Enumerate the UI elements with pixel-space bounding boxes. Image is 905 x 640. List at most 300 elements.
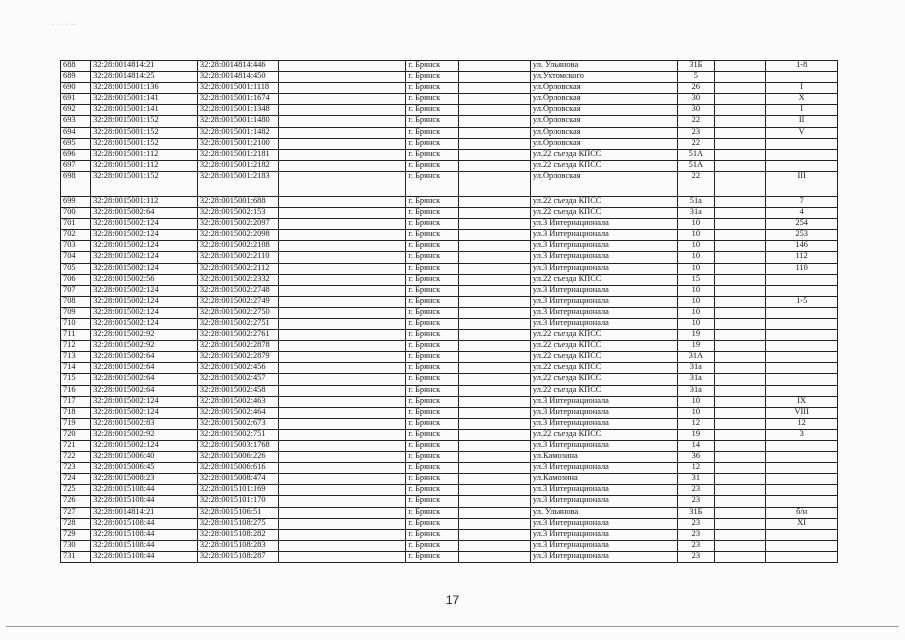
parcel-cadastral-number: 32:28:0015002:64 [91, 352, 198, 363]
table-row [61, 385, 838, 396]
object-cadastral-number: 32:28:0015101:169 [197, 485, 278, 496]
city-cell: г. Брянск [406, 83, 459, 94]
bottom-divider [6, 626, 899, 627]
empty-cell [459, 363, 531, 374]
empty-cell [278, 127, 406, 138]
table-row [61, 105, 838, 116]
premises-cell [766, 374, 838, 385]
empty-cell [278, 252, 406, 263]
empty-cell [714, 474, 766, 485]
city-cell: г. Брянск [406, 385, 459, 396]
object-cadastral-number: 32:28:0015002:464 [197, 407, 278, 418]
parcel-cadastral-number: 32:28:0015001:152 [91, 127, 198, 138]
street-cell: ул. Ульянова [530, 61, 677, 72]
house-cell: 36 [678, 452, 714, 463]
object-cadastral-number: 32:28:0015108:287 [197, 551, 278, 562]
row-number: 693 [61, 116, 91, 127]
parcel-cadastral-number: 32:28:0015002:124 [91, 318, 198, 329]
empty-cell [714, 196, 766, 207]
city-cell: г. Брянск [406, 452, 459, 463]
empty-cell [714, 363, 766, 374]
premises-cell [766, 529, 838, 540]
premises-cell: 254 [766, 219, 838, 230]
table-row [61, 83, 838, 94]
empty-cell [459, 94, 531, 105]
empty-cell [278, 540, 406, 551]
premises-cell [766, 463, 838, 474]
row-number: 698 [61, 171, 91, 196]
object-cadastral-number: 32:28:0015006:226 [197, 452, 278, 463]
street-cell: ул.3 Интернационала [530, 396, 677, 407]
city-cell: г. Брянск [406, 463, 459, 474]
street-cell: ул.22 съезда КПСС [530, 363, 677, 374]
row-number: 688 [61, 61, 91, 72]
empty-cell [714, 540, 766, 551]
row-number: 726 [61, 496, 91, 507]
table-row [61, 507, 838, 518]
row-number: 714 [61, 363, 91, 374]
table-row [61, 363, 838, 374]
house-cell: 31а [678, 385, 714, 396]
street-cell: ул.3 Интернационала [530, 518, 677, 529]
street-cell: ул.3 Интернационала [530, 296, 677, 307]
empty-cell [278, 230, 406, 241]
object-cadastral-number: 32:28:0015002:2108 [197, 241, 278, 252]
empty-cell [459, 385, 531, 396]
premises-cell [766, 452, 838, 463]
table-row [61, 441, 838, 452]
street-cell: ул. Ульянова [530, 507, 677, 518]
premises-cell [766, 330, 838, 341]
row-number: 694 [61, 127, 91, 138]
city-cell: г. Брянск [406, 94, 459, 105]
table-row [61, 341, 838, 352]
city-cell: г. Брянск [406, 196, 459, 207]
row-number: 724 [61, 474, 91, 485]
object-cadastral-number: 32:28:0015002:2878 [197, 341, 278, 352]
empty-cell [714, 296, 766, 307]
house-cell: 23 [678, 485, 714, 496]
premises-cell [766, 341, 838, 352]
parcel-cadastral-number: 32:28:0015002:124 [91, 407, 198, 418]
empty-cell [459, 551, 531, 562]
premises-cell: 12 [766, 418, 838, 429]
empty-cell [714, 518, 766, 529]
house-cell: 19 [678, 330, 714, 341]
empty-cell [278, 418, 406, 429]
object-cadastral-number: 32:28:0015108:283 [197, 540, 278, 551]
table-row [61, 116, 838, 127]
object-cadastral-number: 32:28:0015002:457 [197, 374, 278, 385]
empty-cell [714, 496, 766, 507]
empty-cell [278, 518, 406, 529]
object-cadastral-number: 32:28:0015001:2181 [197, 149, 278, 160]
street-cell: ул.3 Интернационала [530, 318, 677, 329]
object-cadastral-number: 32:28:0015002:463 [197, 396, 278, 407]
parcel-cadastral-number: 32:28:0015002:124 [91, 396, 198, 407]
house-cell: 10 [678, 318, 714, 329]
table-row [61, 307, 838, 318]
parcel-cadastral-number: 32:28:0015002:124 [91, 307, 198, 318]
row-number: 729 [61, 529, 91, 540]
city-cell: г. Брянск [406, 263, 459, 274]
premises-cell: XI [766, 518, 838, 529]
city-cell: г. Брянск [406, 208, 459, 219]
empty-cell [714, 551, 766, 562]
empty-cell [459, 196, 531, 207]
table-row [61, 296, 838, 307]
empty-cell [278, 241, 406, 252]
empty-cell [459, 429, 531, 440]
empty-cell [714, 263, 766, 274]
city-cell: г. Брянск [406, 518, 459, 529]
registry-table [60, 60, 838, 563]
row-number: 718 [61, 407, 91, 418]
scan-speck: · · ·· -· [52, 22, 78, 28]
parcel-cadastral-number: 32:28:0014814:21 [91, 61, 198, 72]
row-number: 690 [61, 83, 91, 94]
city-cell: г. Брянск [406, 374, 459, 385]
row-number: 731 [61, 551, 91, 562]
city-cell: г. Брянск [406, 116, 459, 127]
parcel-cadastral-number: 32:28:0015002:64 [91, 374, 198, 385]
premises-cell: I [766, 83, 838, 94]
parcel-cadastral-number: 32:28:0015002:83 [91, 418, 198, 429]
object-cadastral-number: 32:28:0015001:688 [197, 196, 278, 207]
table-row [61, 219, 838, 230]
object-cadastral-number: 32:28:0015002:2761 [197, 330, 278, 341]
street-cell: ул.22 съезда КПСС [530, 330, 677, 341]
street-cell: ул.22 съезда КПСС [530, 196, 677, 207]
city-cell: г. Брянск [406, 285, 459, 296]
premises-cell: 1-8 [766, 61, 838, 72]
empty-cell [714, 385, 766, 396]
object-cadastral-number: 32:28:0015002:2748 [197, 285, 278, 296]
empty-cell [459, 374, 531, 385]
house-cell: 26 [678, 83, 714, 94]
row-number: 702 [61, 230, 91, 241]
street-cell: ул.22 съезда КПСС [530, 149, 677, 160]
premises-cell: 4 [766, 208, 838, 219]
table-row [61, 396, 838, 407]
empty-cell [714, 485, 766, 496]
empty-cell [714, 149, 766, 160]
city-cell: г. Брянск [406, 363, 459, 374]
house-cell: 10 [678, 407, 714, 418]
empty-cell [459, 149, 531, 160]
parcel-cadastral-number: 32:28:0015001:141 [91, 105, 198, 116]
house-cell: 19 [678, 429, 714, 440]
empty-cell [714, 529, 766, 540]
empty-cell [459, 330, 531, 341]
row-number: 692 [61, 105, 91, 116]
row-number: 706 [61, 274, 91, 285]
street-cell: ул.22 съезда КПСС [530, 374, 677, 385]
object-cadastral-number: 32:28:0015002:2879 [197, 352, 278, 363]
empty-cell [459, 540, 531, 551]
street-cell: ул.Камозина [530, 452, 677, 463]
parcel-cadastral-number: 32:28:0015108:44 [91, 551, 198, 562]
parcel-cadastral-number: 32:28:0015002:124 [91, 441, 198, 452]
street-cell: ул.Ухтомского [530, 72, 677, 83]
empty-cell [459, 418, 531, 429]
city-cell: г. Брянск [406, 61, 459, 72]
premises-cell: 110 [766, 263, 838, 274]
empty-cell [714, 318, 766, 329]
parcel-cadastral-number: 32:28:0015006:45 [91, 463, 198, 474]
city-cell: г. Брянск [406, 219, 459, 230]
premises-cell: 146 [766, 241, 838, 252]
empty-cell [459, 318, 531, 329]
parcel-cadastral-number: 32:28:0015108:44 [91, 496, 198, 507]
row-number: 712 [61, 341, 91, 352]
empty-cell [714, 208, 766, 219]
empty-cell [714, 418, 766, 429]
row-number: 717 [61, 396, 91, 407]
premises-cell [766, 352, 838, 363]
premises-cell [766, 149, 838, 160]
parcel-cadastral-number: 32:28:0015108:44 [91, 485, 198, 496]
parcel-cadastral-number: 32:28:0015002:124 [91, 241, 198, 252]
house-cell: 51а [678, 196, 714, 207]
registry-table-body [61, 61, 838, 563]
street-cell: ул.3 Интернационала [530, 252, 677, 263]
parcel-cadastral-number: 32:28:0015001:112 [91, 160, 198, 171]
row-number: 699 [61, 196, 91, 207]
object-cadastral-number: 32:28:0015101:170 [197, 496, 278, 507]
object-cadastral-number: 32:28:0015003:1768 [197, 441, 278, 452]
table-row [61, 551, 838, 562]
street-cell: ул.Орловская [530, 138, 677, 149]
row-number: 715 [61, 374, 91, 385]
table-row [61, 374, 838, 385]
empty-cell [459, 208, 531, 219]
house-cell: 23 [678, 518, 714, 529]
city-cell: г. Брянск [406, 407, 459, 418]
empty-cell [714, 160, 766, 171]
object-cadastral-number: 32:28:0015002:2750 [197, 307, 278, 318]
house-cell: 10 [678, 252, 714, 263]
parcel-cadastral-number: 32:28:0015006:40 [91, 452, 198, 463]
premises-cell: V [766, 127, 838, 138]
empty-cell [278, 485, 406, 496]
city-cell: г. Брянск [406, 418, 459, 429]
empty-cell [278, 452, 406, 463]
table-row [61, 418, 838, 429]
house-cell: 10 [678, 307, 714, 318]
row-number: 707 [61, 285, 91, 296]
city-cell: г. Брянск [406, 496, 459, 507]
parcel-cadastral-number: 32:28:0015108:44 [91, 540, 198, 551]
street-cell: ул.22 съезда КПСС [530, 385, 677, 396]
empty-cell [714, 507, 766, 518]
empty-cell [278, 474, 406, 485]
empty-cell [459, 160, 531, 171]
object-cadastral-number: 32:28:0015001:1118 [197, 83, 278, 94]
page-number: 17 [445, 593, 460, 607]
empty-cell [278, 396, 406, 407]
row-number: 720 [61, 429, 91, 440]
premises-cell [766, 72, 838, 83]
row-number: 701 [61, 219, 91, 230]
empty-cell [714, 127, 766, 138]
empty-cell [278, 507, 406, 518]
parcel-cadastral-number: 32:28:0015001:152 [91, 116, 198, 127]
premises-cell: 7 [766, 196, 838, 207]
empty-cell [459, 341, 531, 352]
empty-cell [278, 105, 406, 116]
parcel-cadastral-number: 32:28:0014814:21 [91, 507, 198, 518]
empty-cell [278, 171, 406, 196]
row-number: 725 [61, 485, 91, 496]
house-cell: 22 [678, 138, 714, 149]
street-cell: ул.3 Интернационала [530, 230, 677, 241]
empty-cell [714, 429, 766, 440]
house-cell: 10 [678, 241, 714, 252]
row-number: 719 [61, 418, 91, 429]
premises-cell: б/н [766, 507, 838, 518]
empty-cell [714, 94, 766, 105]
row-number: 721 [61, 441, 91, 452]
table-row [61, 230, 838, 241]
table-row [61, 452, 838, 463]
premises-cell: II [766, 116, 838, 127]
empty-cell [714, 252, 766, 263]
empty-cell [459, 452, 531, 463]
premises-cell [766, 551, 838, 562]
house-cell: 23 [678, 540, 714, 551]
street-cell: ул.Орловская [530, 116, 677, 127]
table-row [61, 241, 838, 252]
premises-cell: IX [766, 396, 838, 407]
parcel-cadastral-number: 32:28:0015002:124 [91, 285, 198, 296]
street-cell: ул.Орловская [530, 83, 677, 94]
empty-cell [459, 529, 531, 540]
street-cell: ул.3 Интернационала [530, 407, 677, 418]
street-cell: ул.22 съезда КПСС [530, 160, 677, 171]
table-row [61, 429, 838, 440]
row-number: 695 [61, 138, 91, 149]
premises-cell [766, 441, 838, 452]
premises-cell: X [766, 94, 838, 105]
empty-cell [459, 230, 531, 241]
city-cell: г. Брянск [406, 507, 459, 518]
house-cell: 12 [678, 418, 714, 429]
object-cadastral-number: 32:28:0015002:673 [197, 418, 278, 429]
empty-cell [278, 94, 406, 105]
empty-cell [278, 138, 406, 149]
city-cell: г. Брянск [406, 105, 459, 116]
empty-cell [278, 463, 406, 474]
street-cell: ул.3 Интернационала [530, 463, 677, 474]
street-cell: ул.3 Интернационала [530, 418, 677, 429]
street-cell: ул.3 Интернационала [530, 496, 677, 507]
empty-cell [278, 429, 406, 440]
parcel-cadastral-number: 32:28:0015002:92 [91, 341, 198, 352]
row-number: 727 [61, 507, 91, 518]
empty-cell [459, 496, 531, 507]
parcel-cadastral-number: 32:28:0015002:124 [91, 219, 198, 230]
object-cadastral-number: 32:28:0015008:474 [197, 474, 278, 485]
empty-cell [714, 116, 766, 127]
row-number: 703 [61, 241, 91, 252]
street-cell: ул.3 Интернационала [530, 529, 677, 540]
city-cell: г. Брянск [406, 474, 459, 485]
premises-cell: VIII [766, 407, 838, 418]
row-number: 696 [61, 149, 91, 160]
empty-cell [278, 149, 406, 160]
object-cadastral-number: 32:28:0015002:2332 [197, 274, 278, 285]
empty-cell [714, 407, 766, 418]
house-cell: 31 [678, 474, 714, 485]
table-row [61, 149, 838, 160]
object-cadastral-number: 32:28:0015108:282 [197, 529, 278, 540]
row-number: 691 [61, 94, 91, 105]
parcel-cadastral-number: 32:28:0015001:112 [91, 196, 198, 207]
row-number: 711 [61, 330, 91, 341]
empty-cell [459, 474, 531, 485]
parcel-cadastral-number: 32:28:0015002:124 [91, 252, 198, 263]
empty-cell [714, 219, 766, 230]
empty-cell [278, 208, 406, 219]
empty-cell [459, 252, 531, 263]
street-cell: ул.3 Интернационала [530, 263, 677, 274]
parcel-cadastral-number: 32:28:0015002:124 [91, 230, 198, 241]
street-cell: ул.3 Интернационала [530, 551, 677, 562]
premises-cell: III [766, 171, 838, 196]
row-number: 710 [61, 318, 91, 329]
street-cell: ул.Орловская [530, 94, 677, 105]
parcel-cadastral-number: 32:28:0015002:124 [91, 263, 198, 274]
object-cadastral-number: 32:28:0015001:2183 [197, 171, 278, 196]
table-row [61, 263, 838, 274]
object-cadastral-number: 32:28:0015002:458 [197, 385, 278, 396]
city-cell: г. Брянск [406, 72, 459, 83]
premises-cell [766, 274, 838, 285]
parcel-cadastral-number: 32:28:0015002:56 [91, 274, 198, 285]
row-number: 716 [61, 385, 91, 396]
parcel-cadastral-number: 32:28:0015001:112 [91, 149, 198, 160]
empty-cell [278, 496, 406, 507]
city-cell: г. Брянск [406, 127, 459, 138]
premises-cell [766, 307, 838, 318]
street-cell: ул.3 Интернационала [530, 241, 677, 252]
empty-cell [278, 385, 406, 396]
street-cell: ул.Камозина [530, 474, 677, 485]
premises-cell: I [766, 105, 838, 116]
premises-cell: 3 [766, 429, 838, 440]
empty-cell [459, 83, 531, 94]
empty-cell [459, 463, 531, 474]
empty-cell [459, 307, 531, 318]
table-row [61, 171, 838, 196]
object-cadastral-number: 32:28:0015002:456 [197, 363, 278, 374]
house-cell: 5 [678, 72, 714, 83]
street-cell: ул.22 съезда КПСС [530, 274, 677, 285]
premises-cell: 112 [766, 252, 838, 263]
house-cell: 31Б [678, 61, 714, 72]
row-number: 709 [61, 307, 91, 318]
empty-cell [278, 307, 406, 318]
object-cadastral-number: 32:28:0015106:51 [197, 507, 278, 518]
parcel-cadastral-number: 32:28:0015001:152 [91, 171, 198, 196]
table-row [61, 485, 838, 496]
table-row [61, 407, 838, 418]
empty-cell [278, 285, 406, 296]
row-number: 697 [61, 160, 91, 171]
house-cell: 23 [678, 496, 714, 507]
city-cell: г. Брянск [406, 241, 459, 252]
